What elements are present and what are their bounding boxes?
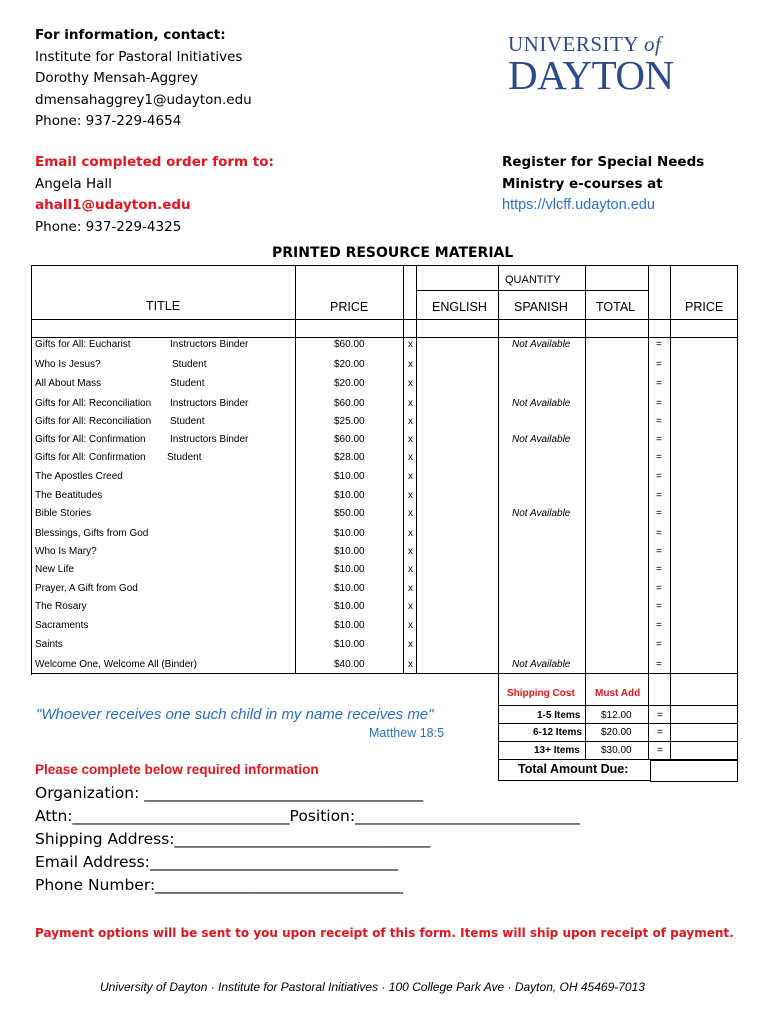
quantity-input-cell[interactable] xyxy=(499,619,584,635)
row-multiply: x xyxy=(408,639,413,650)
row-price: $50.00 xyxy=(334,508,365,519)
contact-name: Dorothy Mensah-Aggrey xyxy=(35,70,199,86)
quantity-input-cell[interactable] xyxy=(499,358,584,374)
quantity-input-cell[interactable] xyxy=(671,527,736,543)
quantity-input-cell[interactable] xyxy=(586,507,647,523)
row-equals: = xyxy=(656,452,662,463)
quantity-input-cell[interactable] xyxy=(586,582,647,598)
row-type: Student xyxy=(170,378,205,389)
row-multiply: x xyxy=(408,359,413,370)
row-equals: = xyxy=(656,359,662,370)
quantity-input-cell[interactable] xyxy=(671,619,736,635)
quantity-input-cell[interactable] xyxy=(499,545,584,561)
shipping-col-line xyxy=(585,673,586,759)
row-equals: = xyxy=(656,639,662,650)
row-equals: = xyxy=(656,583,662,594)
row-title: Blessings, Gifts from God xyxy=(35,528,149,539)
register-url-link[interactable]: https://vlcff.udayton.edu xyxy=(502,197,655,213)
row-equals: = xyxy=(656,398,662,409)
row-title: Who Is Jesus? xyxy=(35,359,101,370)
header-title: TITLE xyxy=(146,299,181,313)
contact-email: dmensahaggrey1@udayton.edu xyxy=(35,91,252,108)
row-multiply: x xyxy=(408,378,413,389)
quantity-input-cell[interactable] xyxy=(671,451,736,467)
quantity-input-cell[interactable] xyxy=(671,658,736,674)
shipping-address-field[interactable]: Shipping Address:_________________________________ xyxy=(35,830,431,848)
row-title: Gifts for All: Reconciliation xyxy=(35,416,152,427)
row-multiply: x xyxy=(408,620,413,631)
quantity-input-cell[interactable] xyxy=(586,638,647,654)
quantity-input-cell[interactable] xyxy=(671,377,736,393)
row-multiply: x xyxy=(408,601,413,612)
row-price: $25.00 xyxy=(334,416,365,427)
quantity-input-cell[interactable] xyxy=(499,415,584,431)
shipping-line xyxy=(670,705,737,706)
order-heading: Email completed order form to: xyxy=(35,154,274,170)
row-type: Student xyxy=(172,359,207,370)
shipping-col-line xyxy=(737,673,738,760)
quantity-input-cell[interactable] xyxy=(586,415,647,431)
header-price-total: PRICE xyxy=(685,300,724,314)
row-equals: = xyxy=(656,620,662,631)
row-multiply: x xyxy=(408,564,413,575)
quote-text: "Whoever receives one such child in my name receives me" xyxy=(36,706,434,723)
table-title: PRINTED RESOURCE MATERIAL xyxy=(272,245,514,261)
phone-number-field[interactable]: Phone Number:________________________________ xyxy=(35,876,404,894)
tier-1-eq: = xyxy=(657,710,663,721)
row-title: Bible Stories xyxy=(35,508,92,519)
logo-of-text: of xyxy=(643,32,662,56)
contact-org: Institute for Pastoral Initiatives xyxy=(35,48,243,65)
quantity-input-cell[interactable] xyxy=(671,582,736,598)
quantity-input-cell[interactable] xyxy=(586,489,647,505)
tier-2-items: 6-12 Items xyxy=(533,727,582,738)
row-price: $40.00 xyxy=(334,659,365,670)
register-line1: Register for Special Needs xyxy=(502,154,705,170)
quantity-input-cell[interactable] xyxy=(417,433,497,449)
row-type: Instructors Binder xyxy=(170,398,249,409)
university-logo xyxy=(508,32,674,99)
row-price: $10.00 xyxy=(334,546,365,557)
quantity-input-cell[interactable] xyxy=(586,358,647,374)
quantity-input-cell[interactable] xyxy=(417,377,497,393)
row-title: All About Mass xyxy=(35,378,102,389)
quantity-input-cell[interactable] xyxy=(499,451,584,467)
row-multiply: x xyxy=(408,583,413,594)
quantity-input-cell[interactable] xyxy=(417,619,497,635)
quantity-input-cell[interactable] xyxy=(417,563,497,579)
footer-address: University of Dayton · Institute for Pastoral Initiatives · 100 College Park Ave · Dayton, OH 45469-7013 xyxy=(100,980,645,994)
row-price: $60.00 xyxy=(334,434,365,445)
row-type: Student xyxy=(170,416,205,427)
quantity-input-cell[interactable] xyxy=(671,545,736,561)
quantity-input-cell[interactable] xyxy=(499,658,584,674)
tier-2-cost: $20.00 xyxy=(601,727,632,738)
register-line2: Ministry e-courses at xyxy=(502,175,663,192)
quantity-input-cell[interactable] xyxy=(671,470,736,486)
quantity-input-cell[interactable] xyxy=(586,451,647,467)
row-multiply: x xyxy=(408,471,413,482)
row-equals: = xyxy=(656,546,662,557)
quantity-input-cell[interactable] xyxy=(499,377,584,393)
quantity-input-cell[interactable] xyxy=(499,527,584,543)
attn-position-field[interactable]: Attn:____________________________Position:_____________________________ xyxy=(35,807,580,825)
row-price: $10.00 xyxy=(334,639,365,650)
row-price: $10.00 xyxy=(334,601,365,612)
row-type: Instructors Binder xyxy=(170,434,249,445)
quantity-input-cell[interactable] xyxy=(499,470,584,486)
quantity-input-cell[interactable] xyxy=(499,397,584,413)
header-spanish: SPANISH xyxy=(514,300,568,314)
row-equals: = xyxy=(656,508,662,519)
row-type: Instructors Binder xyxy=(170,339,249,350)
row-type: Student xyxy=(167,452,202,463)
quantity-input-cell[interactable] xyxy=(417,358,497,374)
row-multiply: x xyxy=(408,416,413,427)
quantity-input-cell[interactable] xyxy=(499,507,584,523)
quantity-input-cell[interactable] xyxy=(417,582,497,598)
quantity-input-cell[interactable] xyxy=(417,338,497,354)
row-multiply: x xyxy=(408,398,413,409)
header-total: TOTAL xyxy=(596,300,636,314)
quantity-input-cell[interactable] xyxy=(671,415,736,431)
column-line xyxy=(403,265,404,673)
column-line xyxy=(648,265,649,673)
must-add-heading: Must Add xyxy=(595,688,641,699)
quantity-header-line xyxy=(416,290,648,291)
row-price: $10.00 xyxy=(334,564,365,575)
quantity-input-cell[interactable] xyxy=(586,619,647,635)
quantity-input-cell[interactable] xyxy=(671,489,736,505)
row-multiply: x xyxy=(408,508,413,519)
row-price: $20.00 xyxy=(334,359,365,370)
row-spanish-not-available: Not Available xyxy=(512,398,571,409)
quantity-input-cell[interactable] xyxy=(671,433,736,449)
row-price: $10.00 xyxy=(334,471,365,482)
quantity-input-cell[interactable] xyxy=(671,507,736,523)
row-equals: = xyxy=(656,416,662,427)
row-equals: = xyxy=(656,378,662,389)
quantity-input-cell[interactable] xyxy=(499,489,584,505)
column-line xyxy=(737,265,738,673)
row-price: $10.00 xyxy=(334,490,365,501)
logo-dayton-text: DAYTON xyxy=(508,52,674,98)
total-amount-field[interactable] xyxy=(650,760,738,782)
quantity-input-cell[interactable] xyxy=(417,600,497,616)
header-bottom-line xyxy=(31,319,737,320)
quantity-input-cell[interactable] xyxy=(499,338,584,354)
row-multiply: x xyxy=(408,659,413,670)
payment-note: Payment options will be sent to you upon receipt of this form. Items will ship upon receipt of payment. xyxy=(35,926,734,940)
row-multiply: x xyxy=(408,434,413,445)
quantity-input-cell[interactable] xyxy=(499,582,584,598)
shipping-line xyxy=(498,741,737,742)
shipping-col-line xyxy=(670,673,671,760)
row-title: New Life xyxy=(35,564,74,575)
row-title: Prayer, A Gift from God xyxy=(35,583,138,594)
row-title: Saints xyxy=(35,639,63,650)
quantity-input-cell[interactable] xyxy=(586,397,647,413)
row-title: The Beatitudes xyxy=(35,490,103,501)
quantity-input-cell[interactable] xyxy=(586,338,647,354)
row-title: Who Is Mary? xyxy=(35,546,97,557)
column-line xyxy=(295,265,296,673)
quantity-input-cell[interactable] xyxy=(499,600,584,616)
row-spanish-not-available: Not Available xyxy=(512,339,571,350)
row-equals: = xyxy=(656,471,662,482)
row-equals: = xyxy=(656,434,662,445)
tier-1-items: 1-5 Items xyxy=(537,710,581,721)
row-price: $10.00 xyxy=(334,528,365,539)
contact-phone: Phone: 937-229-4654 xyxy=(35,113,182,129)
contact-block xyxy=(35,25,252,133)
table-top-border xyxy=(31,265,737,266)
row-multiply: x xyxy=(408,339,413,350)
tier-3-cost: $30.00 xyxy=(601,745,632,756)
row-multiply: x xyxy=(408,528,413,539)
email-address-field[interactable]: Email Address:________________________________ xyxy=(35,853,398,871)
order-contact-block xyxy=(35,152,274,238)
order-phone: Phone: 937-229-4325 xyxy=(35,218,182,235)
shipping-cost-heading: Shipping Cost xyxy=(507,688,575,699)
row-price: $28.00 xyxy=(334,452,365,463)
shipping-line xyxy=(498,723,737,724)
quantity-input-cell[interactable] xyxy=(417,451,497,467)
row-spanish-not-available: Not Available xyxy=(512,434,571,445)
row-equals: = xyxy=(656,601,662,612)
logo-university-text: UNIVERSITY xyxy=(508,32,639,56)
required-info-note: Please complete below required information xyxy=(35,762,319,777)
row-multiply: x xyxy=(408,546,413,557)
row-equals: = xyxy=(656,528,662,539)
organization-field[interactable]: Organization: ____________________________________ xyxy=(35,784,424,802)
row-spanish-not-available: Not Available xyxy=(512,508,571,519)
row-price: $20.00 xyxy=(334,378,365,389)
quantity-input-cell[interactable] xyxy=(586,600,647,616)
quantity-input-cell[interactable] xyxy=(417,545,497,561)
quantity-input-cell[interactable] xyxy=(417,470,497,486)
shipping-col-line xyxy=(648,673,649,760)
row-equals: = xyxy=(656,564,662,575)
quantity-input-cell[interactable] xyxy=(671,600,736,616)
quantity-input-cell[interactable] xyxy=(586,470,647,486)
quantity-input-cell[interactable] xyxy=(417,415,497,431)
shipping-left-line xyxy=(498,673,499,781)
quantity-input-cell[interactable] xyxy=(586,527,647,543)
quantity-input-cell[interactable] xyxy=(417,507,497,523)
quantity-input-cell[interactable] xyxy=(586,433,647,449)
quantity-input-cell[interactable] xyxy=(417,527,497,543)
row-equals: = xyxy=(656,339,662,350)
row-title: Gifts for All: Eucharist xyxy=(35,339,131,350)
row-equals: = xyxy=(656,659,662,670)
row-equals: = xyxy=(656,490,662,501)
row-multiply: x xyxy=(408,452,413,463)
quantity-input-cell[interactable] xyxy=(417,397,497,413)
header-english: ENGLISH xyxy=(432,300,487,314)
row-title: Sacraments xyxy=(35,620,89,631)
quote-reference: Matthew 18:5 xyxy=(369,726,445,740)
quantity-input-cell[interactable] xyxy=(586,377,647,393)
contact-heading: For information, contact: xyxy=(35,27,226,43)
quantity-input-cell[interactable] xyxy=(671,397,736,413)
tier-1-cost: $12.00 xyxy=(601,710,632,721)
header-quantity: QUANTITY xyxy=(505,274,561,286)
header-price: PRICE xyxy=(330,300,369,314)
row-title: Gifts for All: Confirmation xyxy=(35,452,146,463)
table-left-border xyxy=(31,265,32,675)
total-amount-label: Total Amount Due: xyxy=(518,762,629,776)
tier-3-eq: = xyxy=(657,745,663,756)
quantity-input-cell[interactable] xyxy=(586,563,647,579)
quantity-input-cell[interactable] xyxy=(499,638,584,654)
quantity-input-cell[interactable] xyxy=(499,563,584,579)
row-title: Gifts for All: Reconciliation xyxy=(35,398,152,409)
row-title: Gifts for All: Confirmation xyxy=(35,434,146,445)
quantity-input-cell[interactable] xyxy=(417,658,497,674)
quantity-input-cell[interactable] xyxy=(586,658,647,674)
row-price: $60.00 xyxy=(334,339,365,350)
quantity-input-cell[interactable] xyxy=(417,489,497,505)
quantity-input-cell[interactable] xyxy=(671,638,736,654)
quantity-input-cell[interactable] xyxy=(499,433,584,449)
tier-2-eq: = xyxy=(657,727,663,738)
order-email-link[interactable]: ahall1@udayton.edu xyxy=(35,197,191,213)
row-price: $10.00 xyxy=(334,583,365,594)
order-name: Angela Hall xyxy=(35,175,112,192)
quantity-input-cell[interactable] xyxy=(417,638,497,654)
row-title: The Apostles Creed xyxy=(35,471,123,482)
row-price: $10.00 xyxy=(334,620,365,631)
quantity-input-cell[interactable] xyxy=(671,338,736,354)
shipping-bottom-line xyxy=(498,780,650,781)
quantity-input-cell[interactable] xyxy=(671,563,736,579)
quantity-input-cell[interactable] xyxy=(586,545,647,561)
row-title: The Rosary xyxy=(35,601,87,612)
row-title: Welcome One, Welcome All (Binder) xyxy=(35,659,197,670)
quantity-input-cell[interactable] xyxy=(671,358,736,374)
register-block xyxy=(502,152,704,217)
row-spanish-not-available: Not Available xyxy=(512,659,571,670)
tier-3-items: 13+ Items xyxy=(534,745,580,756)
row-multiply: x xyxy=(408,490,413,501)
row-price: $60.00 xyxy=(334,398,365,409)
